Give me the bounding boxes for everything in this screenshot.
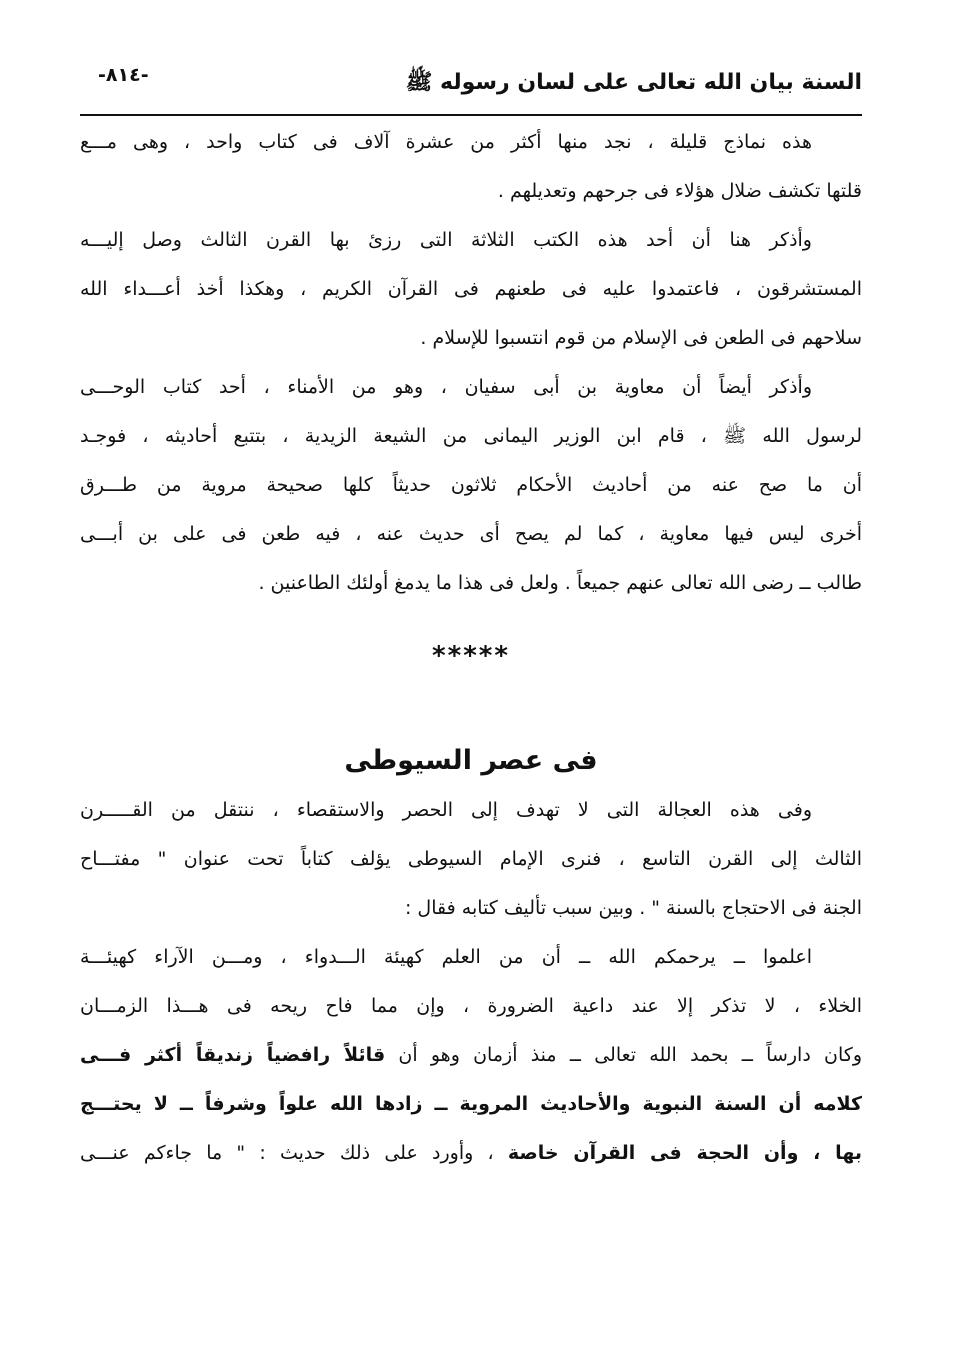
paragraph-2 — [80, 216, 862, 363]
text-line: هذه نماذج قليلة ، نجد منها أكثر من عشرة آلاف فى كتاب واحد ، وهى مـــع — [80, 131, 812, 153]
paragraph-5-quote — [80, 933, 862, 1178]
text-line — [80, 1031, 862, 1080]
text-line: الثالث إلى القرن التاسع ، فنرى الإمام السيوطى يؤلف كتاباً تحت عنوان " مفتـــاح — [80, 848, 862, 870]
section-separator: ***** — [432, 641, 510, 671]
page-number: -٨١٤- — [98, 64, 149, 86]
text-line: وفى هذه العجالة التى لا تهدف إلى الحصر والاستقصاء ، ننتقل من القـــــرن — [80, 799, 812, 821]
text-line: طالب ــ رضى الله تعالى عنهم جميعاً . ولعل فى هذا ما يدمغ أولئك الطاعنين . — [258, 572, 862, 594]
text-bold: قائلاً رافضياً زنديقاً أكثر فـــى — [80, 1044, 386, 1066]
section-title: فى عصر السيوطى — [344, 745, 598, 776]
paragraph-1 — [80, 118, 862, 216]
text-line: أخرى ليس فيها معاوية ، كما لم يصح أى حديث عنه ، فيه طعن فى على بن أبـــى — [80, 523, 862, 545]
text-line: الخلاء ، لا تذكر إلا عند داعية الضرورة ، وإن مما فاح ريحه فى هـــذا الزمـــان — [80, 995, 862, 1017]
text-line: الجنة فى الاحتجاج بالسنة " . وبين سبب تأليف كتابه فقال : — [404, 897, 862, 919]
text-normal: ، وأورد على ذلك حديث : " ما جاءكم عنـــى — [80, 1142, 508, 1164]
text-line: المستشرقون ، فاعتمدوا عليه فى طعنهم فى القرآن الكريم ، وهكذا أخذ أعـــداء الله — [80, 278, 862, 300]
text-bold: بها ، وأن الحجة فى القرآن خاصة — [507, 1142, 862, 1164]
header-title: السنة بيان الله تعالى على لسان رسوله ﷺ — [405, 70, 862, 95]
text-line — [80, 1129, 862, 1178]
text-line: لرسول الله ﷺ ، قام ابن الوزير اليمانى من الشيعة الزيدية ، بتتبع أحاديثه ، فوجـد — [80, 425, 862, 447]
text-line: وأذكر هنا أن أحد هذه الكتب الثلاثة التى رزئ بها القرن الثالث وصل إليـــه — [80, 229, 812, 251]
text-line — [80, 1080, 862, 1129]
paragraph-4 — [80, 786, 862, 933]
body-text — [80, 118, 862, 1178]
text-line: اعلموا ــ يرحمكم الله ــ أن من العلم كهيئة الـــدواء ، ومـــن الآراء كهيئـــة — [80, 946, 812, 968]
text-line: وأذكر أيضاً أن معاوية بن أبى سفيان ، وهو من الأمناء ، أحد كتاب الوحـــى — [80, 376, 812, 398]
text-normal: وكان دارساً ــ بحمد الله تعالى ــ منذ أزمان وهو أن — [385, 1044, 862, 1066]
text-bold: كلامه أن السنة النبوية والأحاديث المروية ــ زادها الله علواً وشرفاً ــ لا يحتـــج — [80, 1093, 862, 1115]
running-header — [80, 62, 862, 116]
paragraph-3 — [80, 363, 862, 608]
text-line: قلتها تكشف ضلال هؤلاء فى جرحهم وتعديلهم . — [497, 180, 862, 202]
text-line: سلاحهم فى الطعن فى الإسلام من قوم انتسبوا للإسلام . — [420, 327, 862, 349]
text-line: أن ما صح عنه من أحاديث الأحكام ثلاثون حديثاً كلها صحيحة مروية من طـــرق — [80, 474, 862, 496]
